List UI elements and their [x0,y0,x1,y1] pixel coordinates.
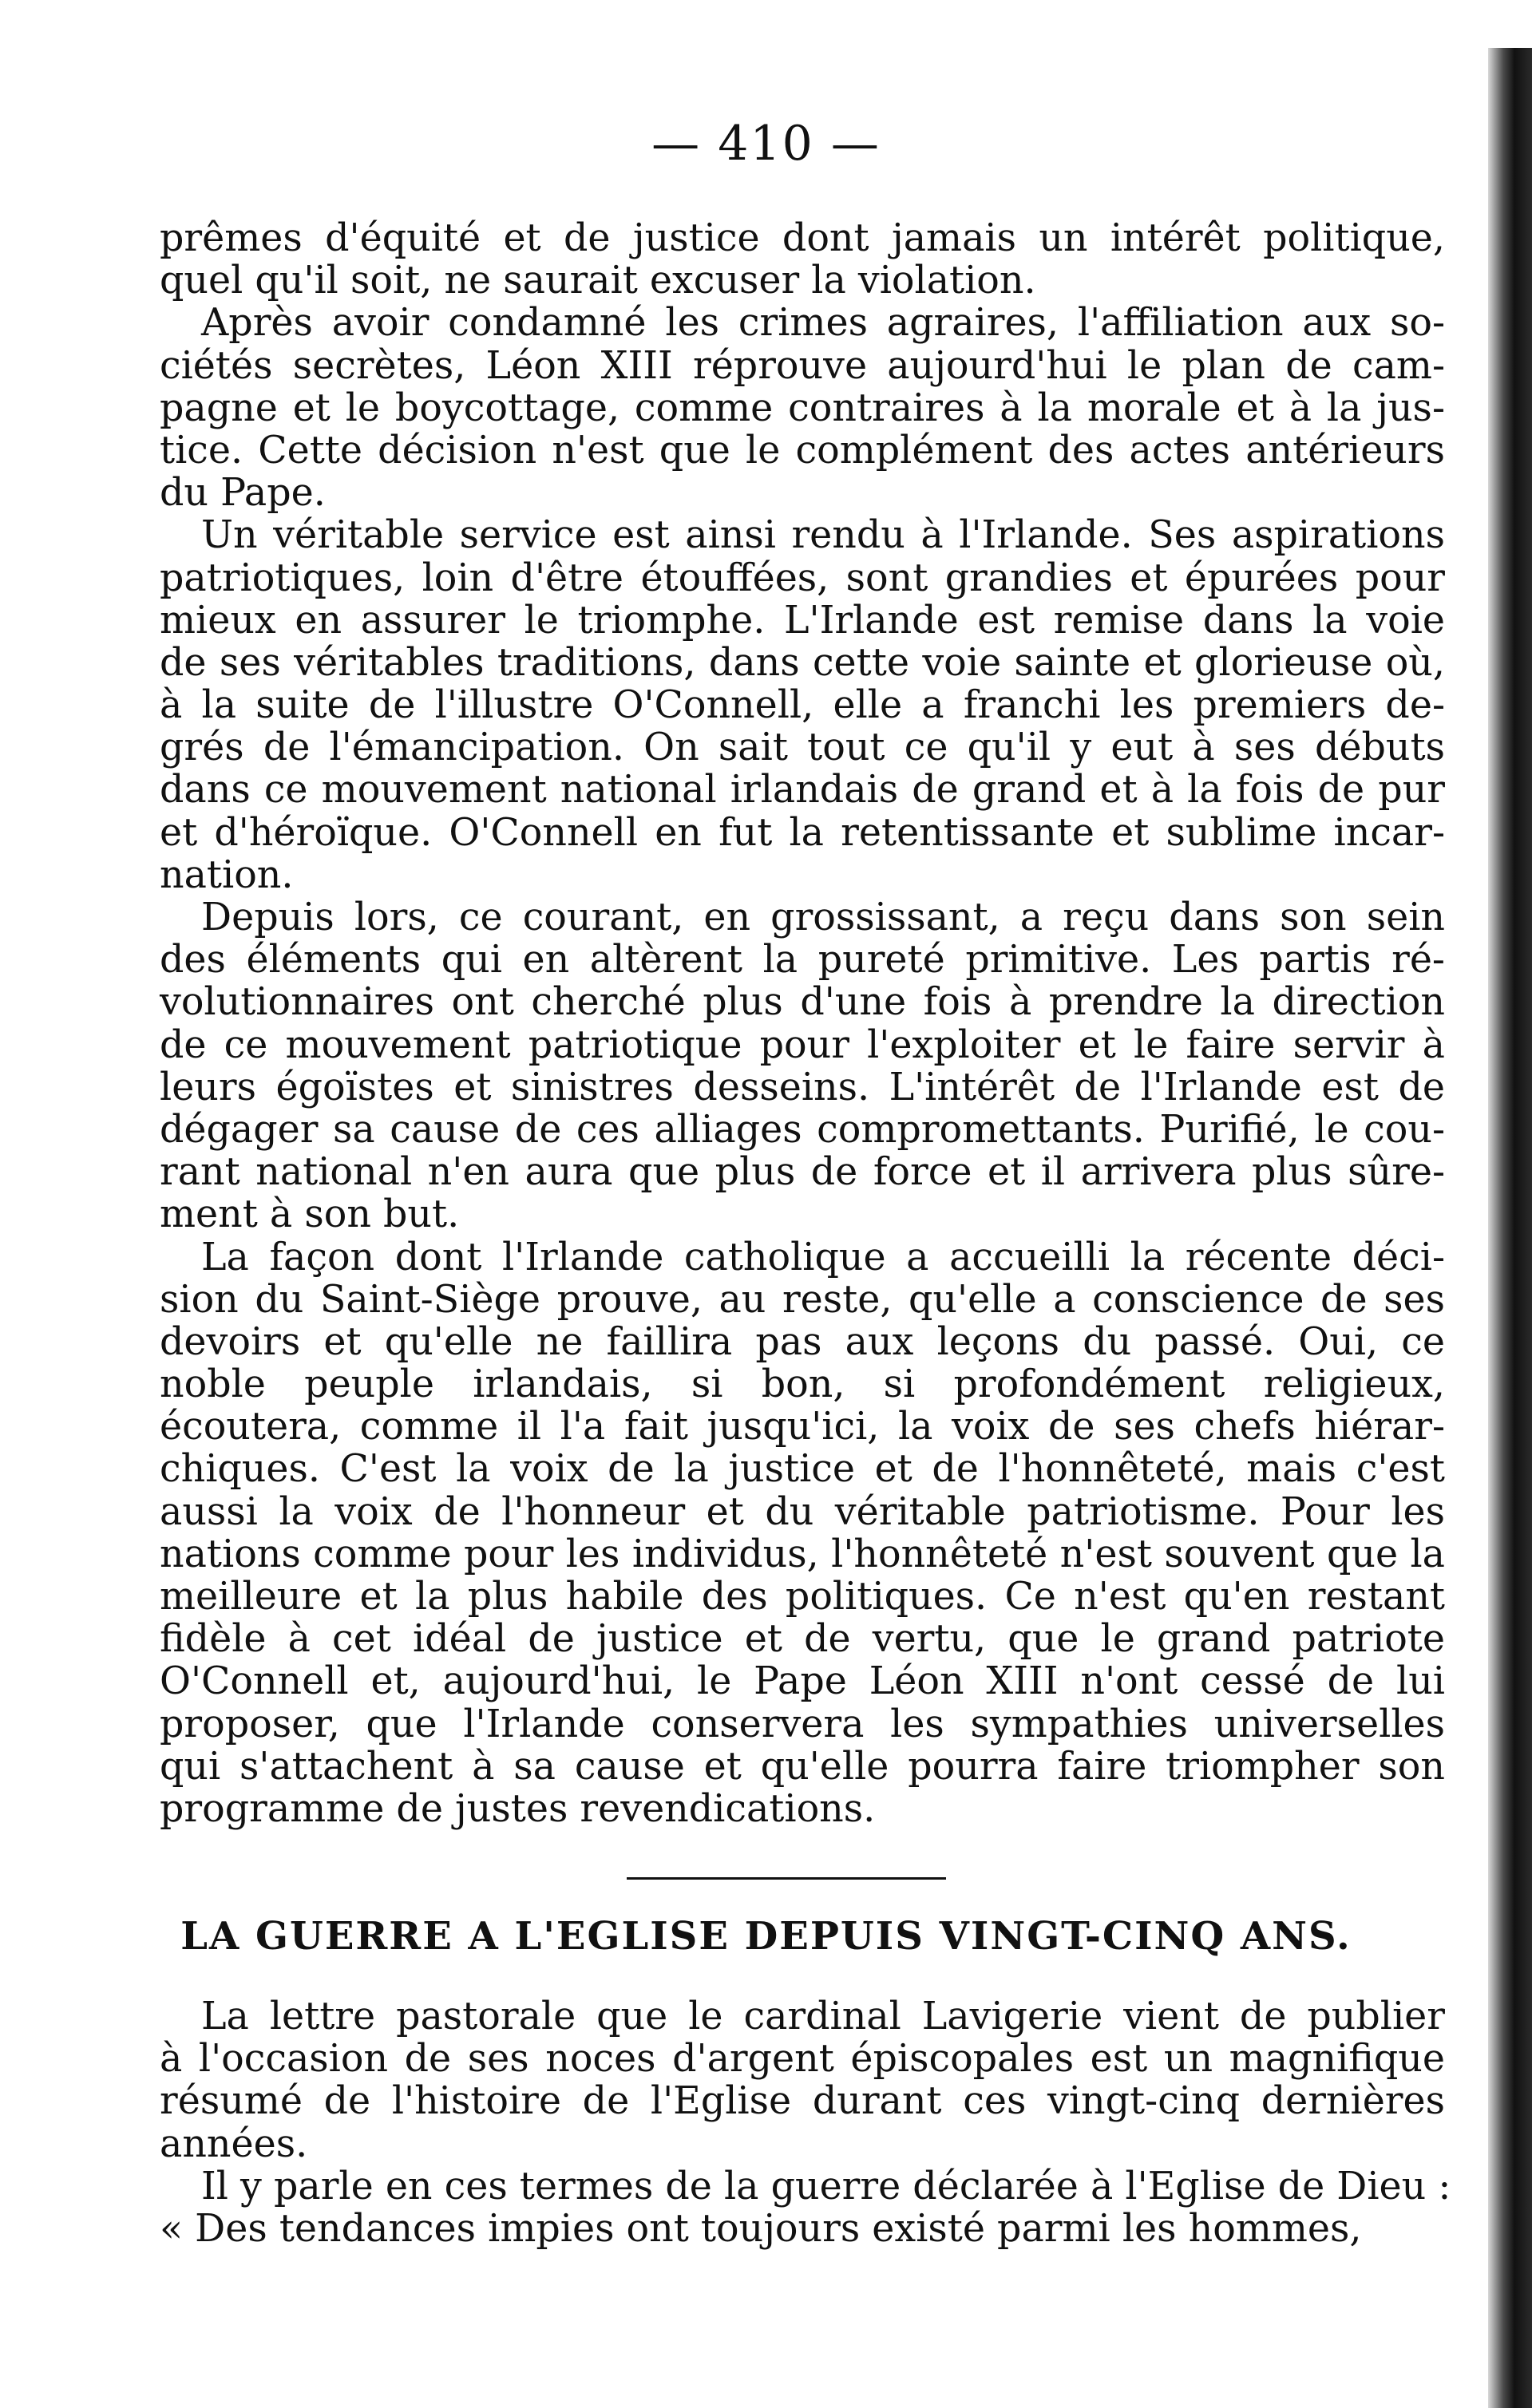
section-divider-rule [627,1877,946,1880]
paragraph [160,1236,1445,1831]
text-line: grés de l'émancipation. On sait tout ce qu'il y eut à ses débuts [160,726,1445,770]
paragraph [160,217,1445,302]
text-line: chiques. C'est la voix de la justice et de l'honnêteté, mais c'est [160,1447,1445,1492]
text-line: du Pape. [160,471,326,516]
text-line: pagne et le boycottage, comme contraires à la morale et à la jus- [160,386,1445,430]
text-line: des éléments qui en altèrent la pureté primitive. Les partis ré- [160,938,1445,983]
text-line: à l'occasion de ses noces d'argent épiscopales est un magnifique [160,2037,1445,2082]
article-body-top [160,217,1445,1830]
text-line: qui s'attachent à sa cause et qu'elle pourra faire triompher son [160,1744,1445,1789]
text-line: noble peuple irlandais, si bon, si profondément religieux, [160,1362,1445,1407]
text-line: écoutera, comme il l'a fait jusqu'ici, la voix de ses chefs hiérar- [160,1405,1445,1449]
text-line: meilleure et la plus habile des politiques. Ce n'est qu'en restant [160,1575,1445,1619]
text-line: O'Connell et, aujourd'hui, le Pape Léon XIII n'ont cessé de lui [160,1659,1445,1704]
text-line: Un véritable service est ainsi rendu à l'Irlande. Ses aspirations [201,513,1445,558]
section-heading: LA GUERRE A L'EGLISE DEPUIS VINGT-CINQ ANS. [180,1914,1352,1959]
text-line: dégager sa cause de ces alliages compromettants. Purifié, le cou- [160,1107,1445,1152]
text-line: La façon dont l'Irlande catholique a accueilli la récente déci- [201,1235,1445,1279]
text-line: Depuis lors, ce courant, en grossissant, a reçu dans son sein [201,896,1445,939]
article-body-bottom [160,1995,1451,2251]
text-line: de ce mouvement patriotique pour l'exploiter et le faire servir à [160,1022,1445,1067]
text-line: fidèle à cet idéal de justice et de vertu, que le grand patriote [160,1617,1445,1662]
text-line: résumé de l'histoire de l'Eglise durant ces vingt-cinq dernières [160,2079,1445,2124]
text-line: ciétés secrètes, Léon XIII réprouve aujourd'hui le plan de cam- [160,343,1445,388]
text-line: prêmes d'équité et de justice dont jamais un intérêt politique, [160,216,1445,260]
text-line: La lettre pastorale que le cardinal Lavigerie vient de publier [201,1995,1445,2038]
text-line: mieux en assurer le triomphe. L'Irlande est remise dans la voie [160,598,1445,643]
text-line: Il y parle en ces termes de la guerre déclarée à l'Eglise de Dieu : [201,2164,1451,2208]
text-line: leurs égoïstes et sinistres desseins. L'intérêt de l'Irlande est de [160,1065,1445,1109]
paragraph [160,2164,1451,2251]
text-line: devoirs et qu'elle ne faillira pas aux leçons du passé. Oui, ce [160,1319,1445,1364]
text-line: nation. [160,852,294,897]
text-line: proposer, que l'Irlande conservera les sympathies universelles [160,1702,1445,1746]
page-number: — 410 — [651,116,881,172]
text-line: « Des tendances impies ont toujours existé parmi les hommes, [160,2206,1362,2251]
paragraph [160,896,1445,1236]
paragraph [160,302,1445,514]
text-line: rant national n'en aura que plus de force et il arrivera plus sûre- [160,1150,1445,1195]
text-line: de ses véritables traditions, dans cette voie sainte et glorieuse où, [160,640,1445,685]
text-line: programme de justes revendications. [160,1786,876,1831]
text-line: quel qu'il soit, ne saurait excuser la violation. [160,259,1036,303]
paragraph [160,1995,1445,2165]
text-line: Après avoir condamné les crimes agraires, l'affiliation aux so- [201,301,1445,346]
text-line: tice. Cette décision n'est que le complément des actes antérieurs [160,428,1445,473]
text-line: et d'héroïque. O'Connell en fut la retentissante et sublime incar- [160,810,1445,855]
text-line: nations comme pour les individus, l'honnêteté n'est souvent que la [160,1532,1445,1576]
text-line: à la suite de l'illustre O'Connell, elle a franchi les premiers de- [160,683,1445,728]
paragraph [160,514,1445,896]
text-line: années. [160,2121,308,2166]
text-line: aussi la voix de l'honneur et du véritable patriotisme. Pour les [160,1489,1445,1534]
text-line: patriotiques, loin d'être étouffées, sont grandies et épurées pour [160,556,1445,600]
text-line: volutionnaires ont cherché plus d'une fois à prendre la direction [160,980,1445,1025]
scan-binding-edge [1488,48,1532,2408]
text-line: dans ce mouvement national irlandais de grand et à la fois de pur [160,768,1445,813]
text-line: ment à son but. [160,1192,460,1237]
text-line: sion du Saint-Siège prouve, au reste, qu'elle a conscience de ses [160,1277,1445,1322]
